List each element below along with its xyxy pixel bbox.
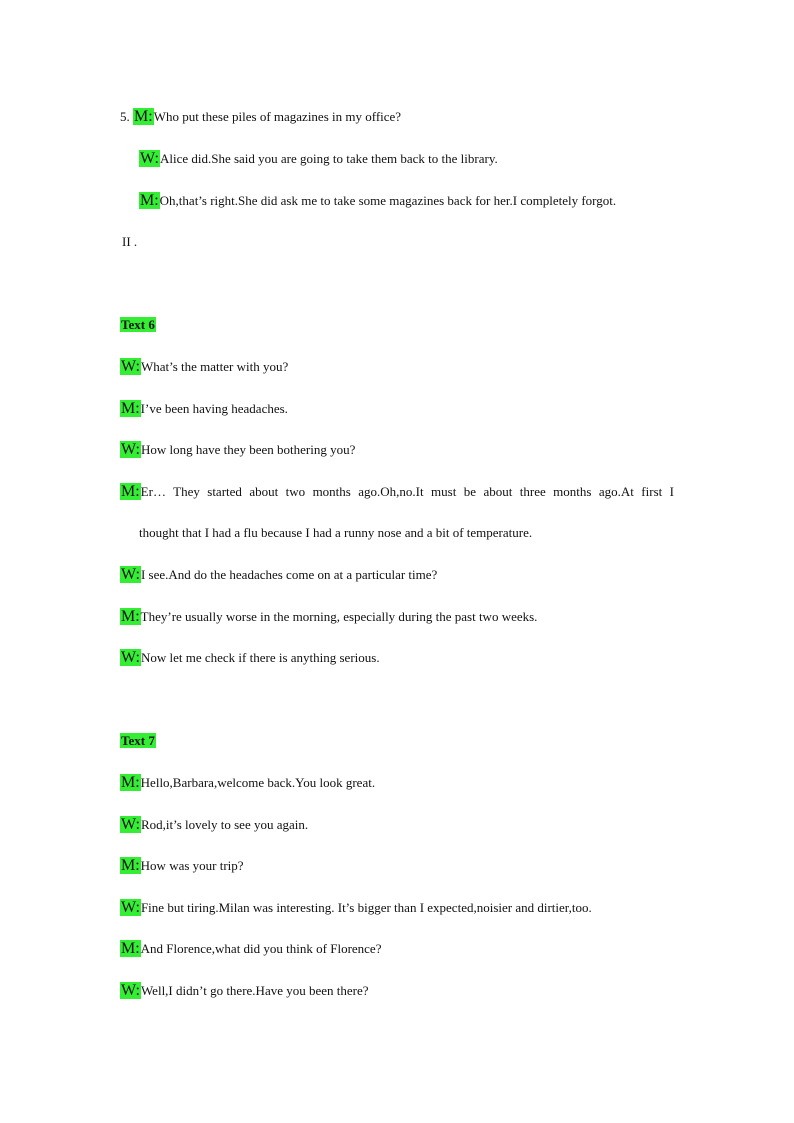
dialogue-line [120,940,381,958]
section-mark: II . [122,234,138,249]
speaker-label: M: [121,483,140,500]
speaker-label: W: [140,150,159,167]
line-text: How long have they been bothering you? [140,442,356,457]
line-text: Hello,Barbara,welcome back.You look great. [140,775,376,790]
line-text: Now let me check if there is anything serious. [140,650,380,665]
dialogue-line [120,483,674,501]
dialogue-line [139,150,498,168]
dialogue-line-continuation: thought that I had a flu because I had a runny nose and a bit of temperature. [139,525,533,540]
line-text: I’ve been having headaches. [140,401,288,416]
speaker-label: M: [121,608,140,625]
line-text: Oh,that’s right.She did ask me to take some magazines back for her.I completely forgot. [159,193,617,208]
dialogue-line [139,192,616,210]
speaker-label: M: [140,192,159,209]
speaker-label: W: [121,358,140,375]
speaker-label: W: [121,441,140,458]
dialogue-line [120,649,380,667]
dialogue-line [120,400,288,418]
speaker-label: M: [121,774,140,791]
line-text: What’s the matter with you? [140,359,289,374]
line-text: They’re usually worse in the morning, especially during the past two weeks. [140,609,538,624]
line-text: Fine but tiring.Milan was interesting. It’s bigger than I expected,noisier and dirtier,too. [140,900,592,915]
speaker-label: M: [121,400,140,417]
dialogue-line [120,982,369,1000]
item-number: 5. [120,109,130,124]
dialogue-line [120,857,244,875]
line-text: I see.And do the headaches come on at a particular time? [140,567,438,582]
speaker-label: M: [121,940,140,957]
dialogue-line [120,899,592,917]
dialogue-line [120,441,355,459]
line-text: Er… They started about two months ago.Oh,no.It must be about three months ago.At first I [140,484,674,499]
line-text: And Florence,what did you think of Florence? [140,941,382,956]
speaker-label: W: [121,982,140,999]
speaker-label: W: [121,649,140,666]
speaker-label: M: [121,857,140,874]
line-text: How was your trip? [140,858,244,873]
dialogue-line [120,566,437,584]
dialogue-line [120,816,308,834]
speaker-label: W: [121,816,140,833]
line-text: Well,I didn’t go there.Have you been there? [140,983,369,998]
section-title-text: Text 6 [121,317,155,332]
speaker-label: W: [121,899,140,916]
line-text: Alice did.She said you are going to take them back to the library. [159,151,498,166]
speaker-label: M: [134,108,153,125]
speaker-label: W: [121,566,140,583]
section-title [120,732,156,750]
section-title-text: Text 7 [121,733,155,748]
dialogue-line [120,608,537,626]
dialogue-line [120,108,401,126]
section-title [120,316,156,334]
line-text: Who put these piles of magazines in my office? [153,109,402,124]
line-text: Rod,it’s lovely to see you again. [140,817,309,832]
dialogue-line [120,358,288,376]
dialogue-line [120,774,375,792]
